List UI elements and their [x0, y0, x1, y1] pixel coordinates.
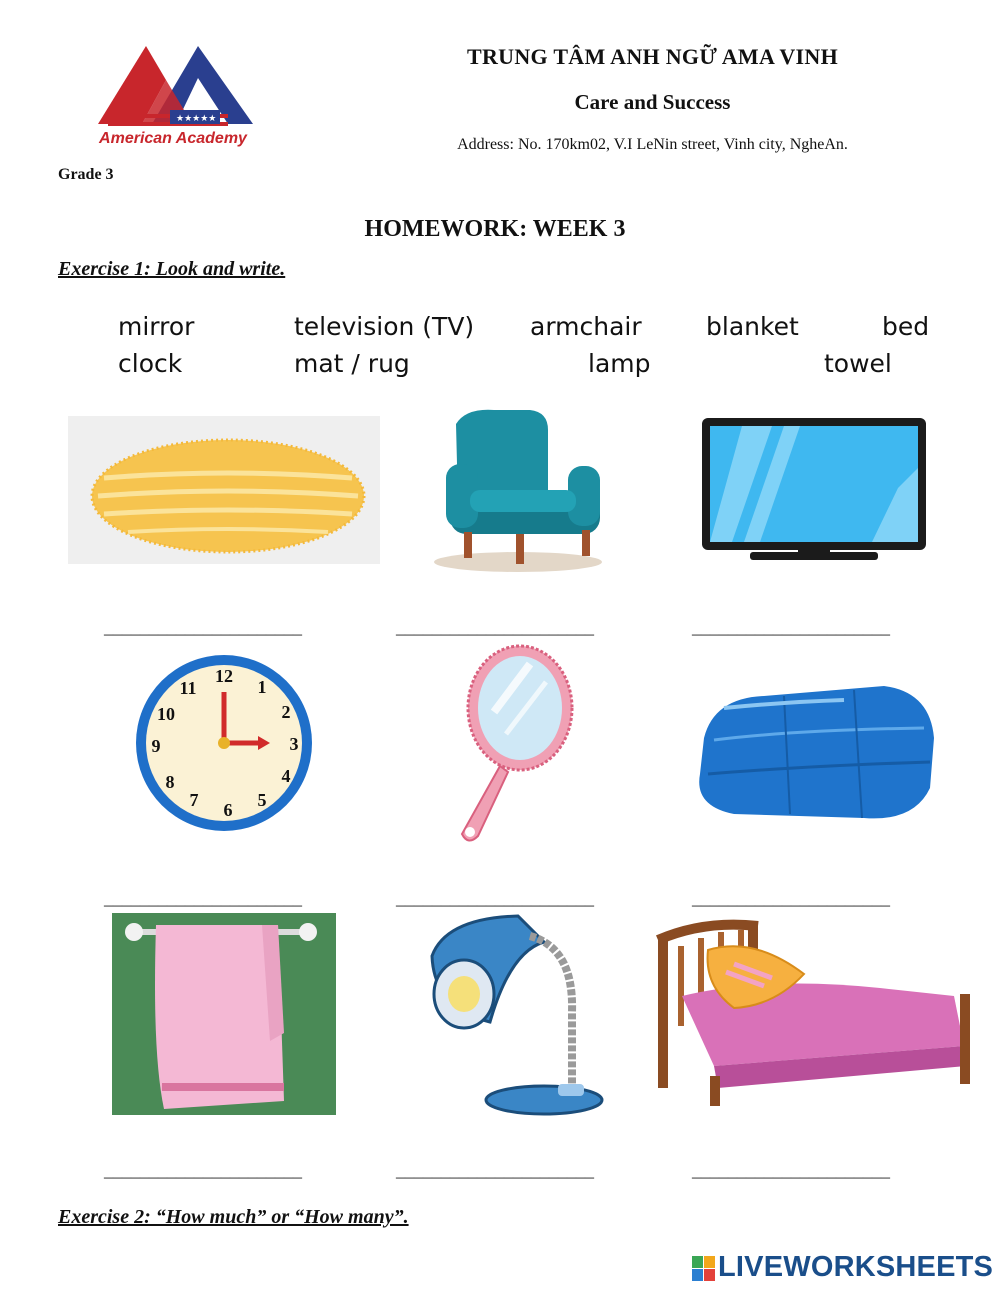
clock-number: 6 [223, 800, 233, 820]
clock-number: 1 [257, 677, 267, 697]
word-bank-item: blanket [706, 312, 799, 341]
blanket-picture [694, 678, 940, 824]
homework-title: HOMEWORK: WEEK 3 [364, 216, 626, 242]
word-bank-item: lamp [588, 349, 651, 378]
clock-number: 2 [281, 702, 291, 722]
answer-line[interactable]: ______________________ [104, 617, 302, 637]
center-name: TRUNG TÂM ANH NGỮ AMA VINH [466, 44, 839, 69]
grade-label: Grade 3 [58, 166, 114, 183]
clock-number: 12 [215, 666, 233, 686]
clock-number: 8 [165, 772, 175, 792]
towel-picture [112, 913, 336, 1115]
address: Address: No. 170km02, V.I LeNin street, Vinh city, NgheAn. [457, 136, 848, 153]
exercise-1-title: Exercise 1: Look and write. [58, 258, 286, 280]
answer-line[interactable]: ______________________ [692, 1160, 890, 1180]
word-bank-item: armchair [530, 312, 642, 341]
clock-number: 10 [157, 704, 175, 724]
liveworksheets-logo-icon [692, 1256, 716, 1282]
answer-line[interactable]: ______________________ [104, 1160, 302, 1180]
word-bank-item: bed [882, 312, 930, 341]
clock-number: 5 [257, 790, 267, 810]
clock-number: 9 [151, 736, 161, 756]
clock-picture [132, 650, 316, 836]
armchair-picture [430, 404, 608, 576]
answer-line[interactable]: ______________________ [396, 617, 594, 637]
word-bank-item: mirror [118, 312, 195, 341]
logo-text: American Academy [99, 130, 247, 147]
mirror-picture [456, 642, 576, 848]
clock-number: 7 [189, 790, 199, 810]
clock-number: 4 [281, 766, 291, 786]
exercise-2-title: Exercise 2: “How much” or “How many”. [58, 1206, 409, 1228]
svg-text:★★★★★: ★★★★★ [176, 114, 217, 124]
rug-picture [68, 416, 380, 564]
liveworksheets-brand: LIVEWORKSHEETS [718, 1251, 994, 1283]
answer-line[interactable]: ______________________ [692, 617, 890, 637]
clock-number: 3 [289, 734, 299, 754]
word-bank-item: mat / rug [294, 349, 410, 378]
television-picture [702, 418, 926, 562]
answer-line[interactable]: ______________________ [396, 1160, 594, 1180]
answer-line[interactable]: ______________________ [396, 888, 594, 908]
clock-number: 11 [179, 678, 197, 698]
lamp-picture [426, 912, 610, 1118]
answer-line[interactable]: ______________________ [692, 888, 890, 908]
slogan: Care and Success [574, 90, 731, 114]
word-bank-item: towel [824, 349, 892, 378]
answer-line[interactable]: ______________________ [104, 888, 302, 908]
word-bank-item: clock [118, 349, 183, 378]
word-bank-item: television (TV) [294, 312, 475, 341]
bed-picture [654, 916, 972, 1110]
